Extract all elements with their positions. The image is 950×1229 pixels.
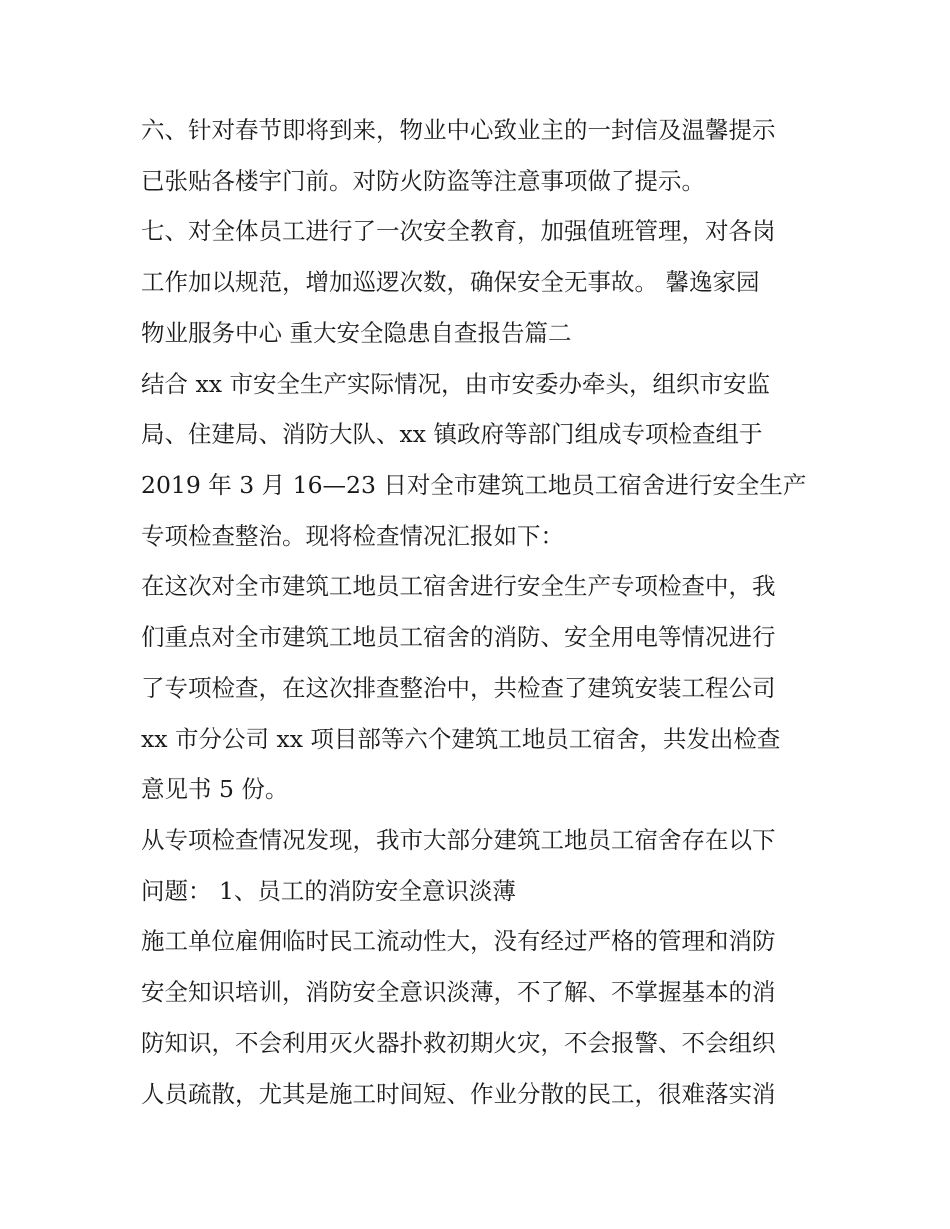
text-line: 七、对全体员工进行了一次安全教育，加强值班管理，对各岗: [141, 217, 776, 245]
text-line: 2019 年 3 月 16—23 日对全市建筑工地员工宿舍进行安全生产: [141, 471, 807, 499]
text-line: 结合 xx 市安全生产实际情况，由市安委办牵头，组织市安监: [141, 370, 770, 398]
text-line: 施工单位雇佣临时民工流动性大，没有经过严格的管理和消防: [141, 927, 776, 955]
text-line: 问题： 1、员工的消防安全意识淡薄: [141, 877, 516, 905]
text-line: 人员疏散，尤其是施工时间短、作业分散的民工，很难落实消: [141, 1080, 776, 1108]
text-line: 专项检查整治。现将检查情况汇报如下：: [141, 522, 564, 550]
text-line: 物业服务中心 重大安全隐患自查报告篇二: [141, 319, 572, 347]
text-line: 从专项检查情况发现，我市大部分建筑工地员工宿舍存在以下: [141, 826, 776, 854]
text-line: 防知识，不会利用灭火器扑救初期火灾，不会报警、不会组织: [141, 1029, 776, 1057]
text-line: 了专项检查，在这次排查整治中，共检查了建筑安装工程公司: [141, 674, 776, 702]
text-line: 已张贴各楼宇门前。对防火防盗等注意事项做了提示。: [141, 167, 705, 195]
text-line: 六、针对春节即将到来，物业中心致业主的一封信及温馨提示: [141, 116, 776, 144]
text-line: 工作加以规范，增加巡逻次数，确保安全无事故。 馨逸家园: [141, 268, 760, 296]
text-line: 安全知识培训，消防安全意识淡薄，不了解、不掌握基本的消: [141, 978, 776, 1006]
text-line: xx 市分公司 xx 项目部等六个建筑工地员工宿舍，共发出检查: [141, 725, 781, 753]
text-line: 们重点对全市建筑工地员工宿舍的消防、安全用电等情况进行: [141, 623, 776, 651]
text-line: 局、住建局、消防大队、xx 镇政府等部门组成专项检查组于: [141, 420, 763, 448]
text-line: 意见书 5 份。: [141, 775, 289, 803]
text-line: 在这次对全市建筑工地员工宿舍进行安全生产专项检查中，我: [141, 572, 776, 600]
